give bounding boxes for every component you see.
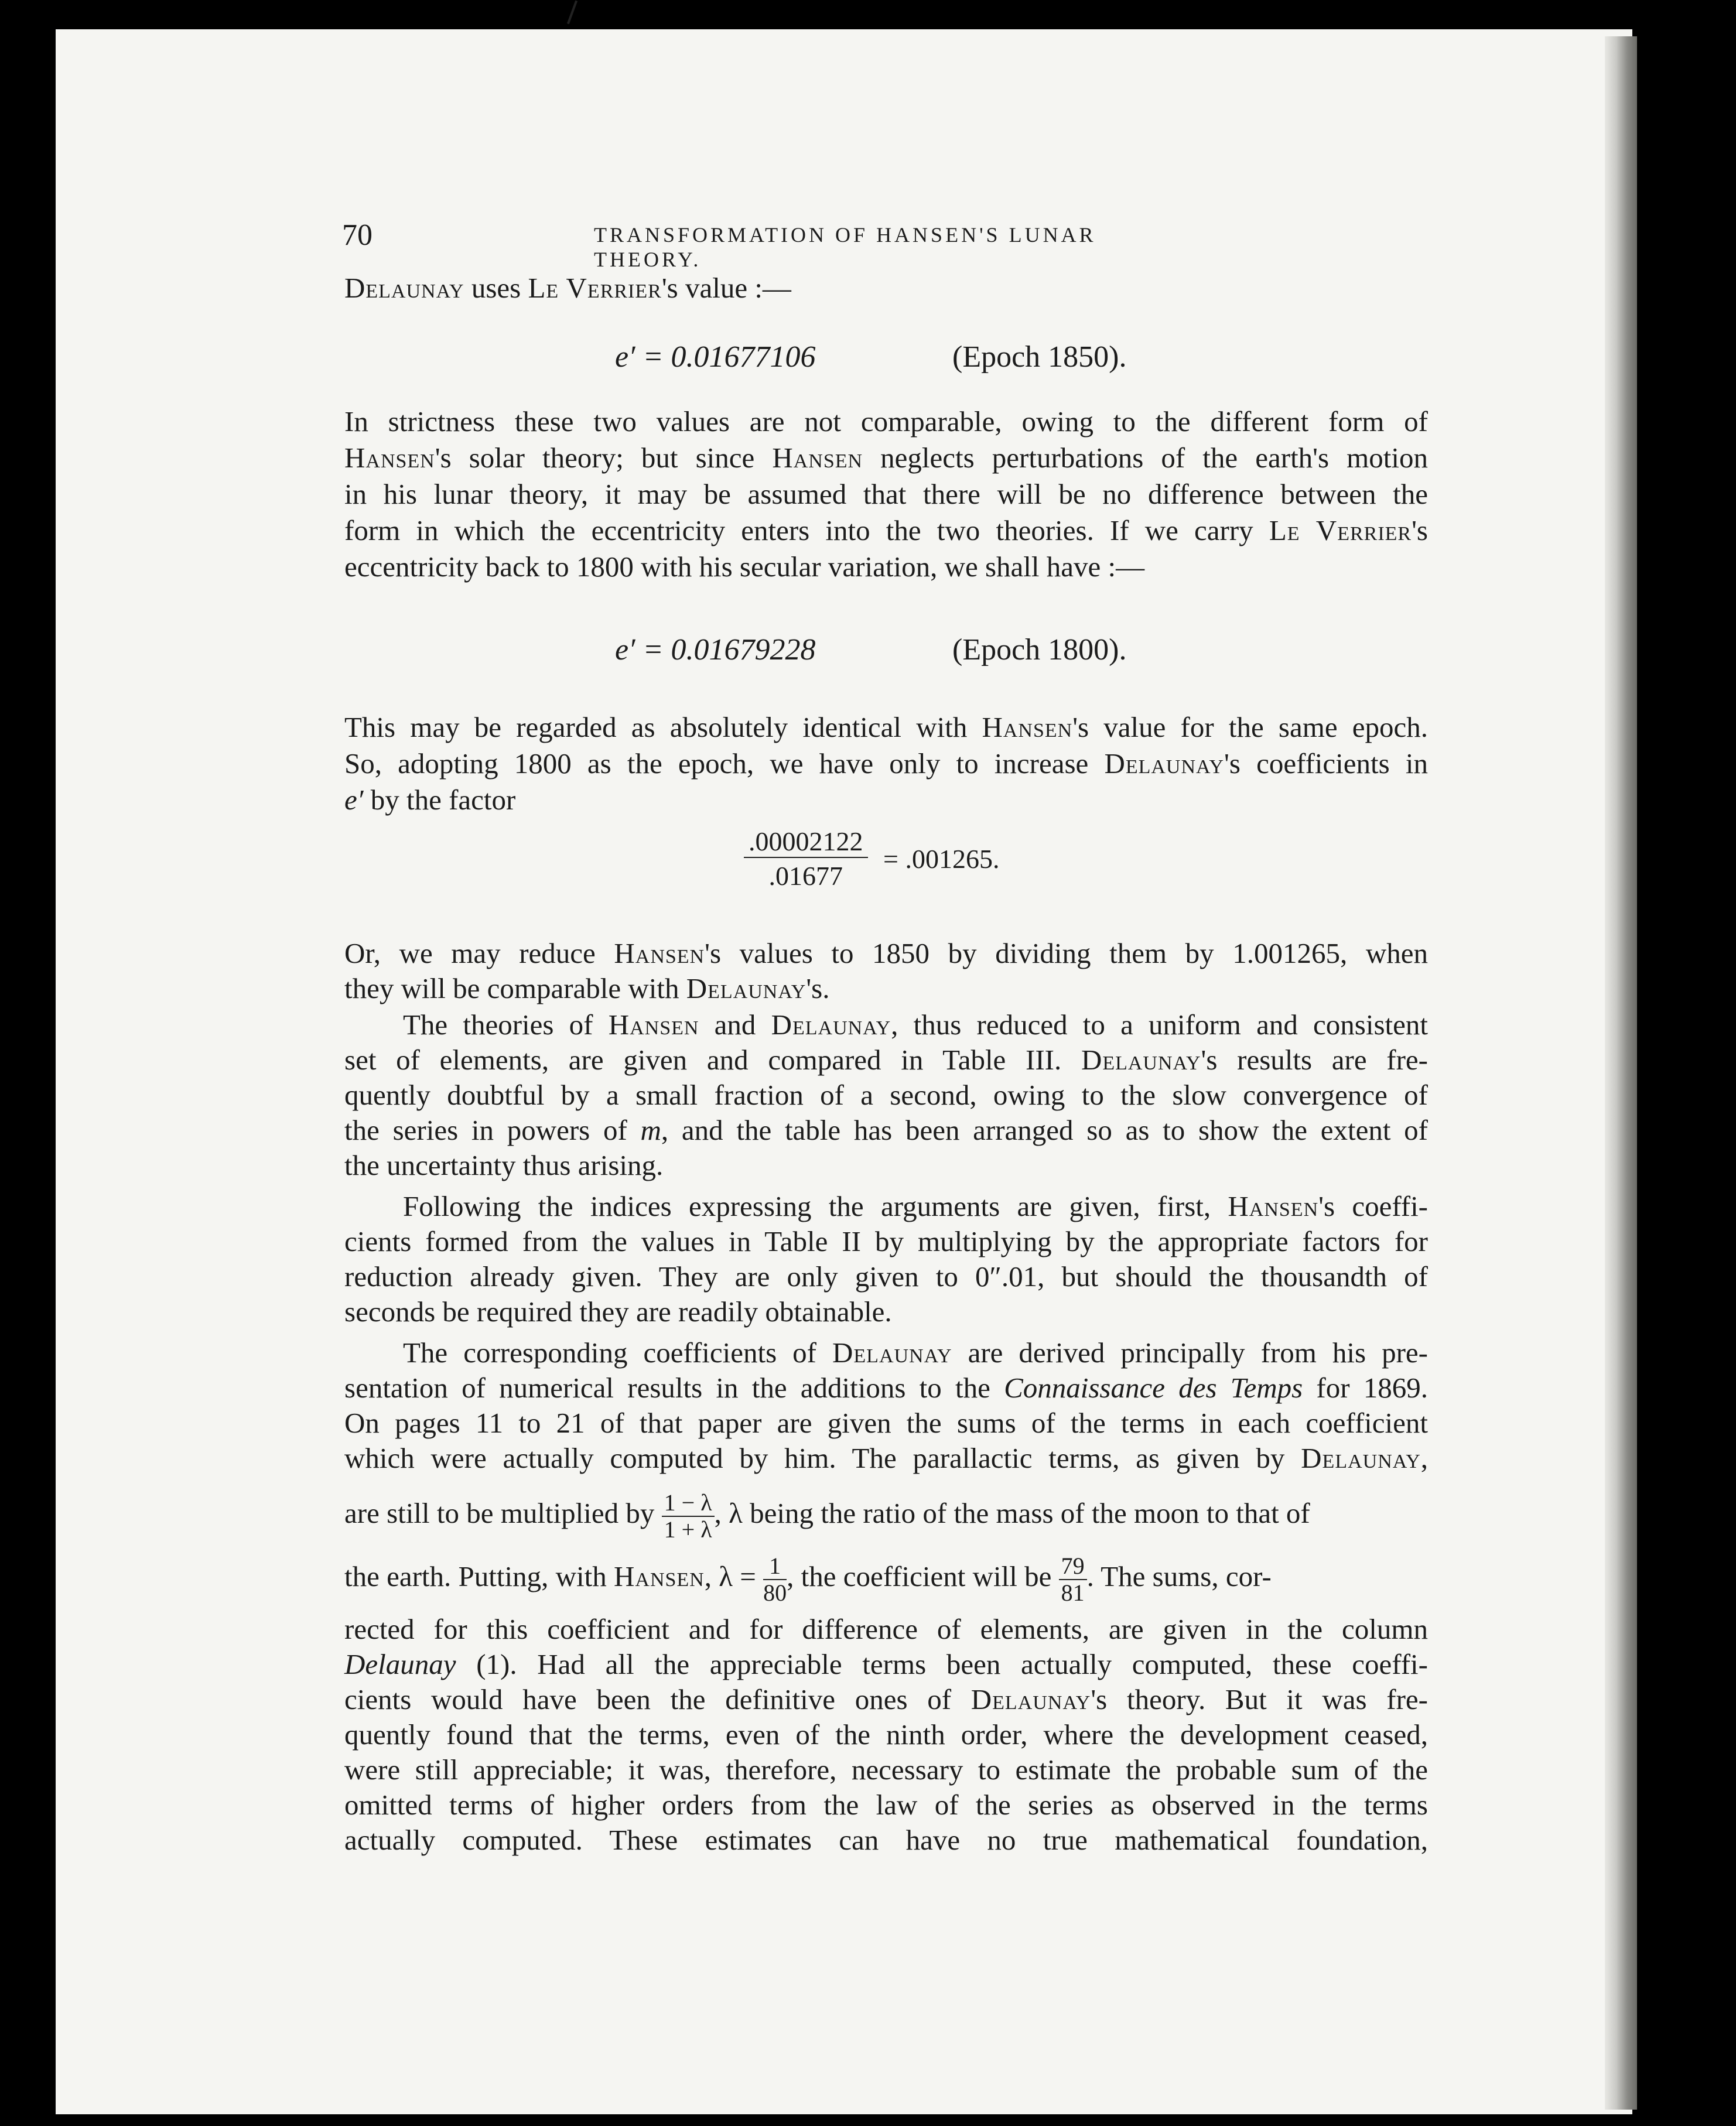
text-run: quently doubtful by a small fraction of a second, owing to the slow convergence of [344, 1079, 1428, 1111]
para4-line-2 [344, 1043, 1428, 1078]
text-run: e′ = 0.01677106 [615, 340, 816, 374]
text-run: So, adopting 1800 as the epoch, we have only to increase [344, 747, 1105, 780]
text-run: The corresponding coefficients of [403, 1337, 833, 1369]
text-run: , the coefficient will be [787, 1560, 1059, 1592]
text-run: 's value :— [661, 272, 791, 304]
text-run: Delaunay [970, 1683, 1091, 1715]
text-run: reduction already given. They are only given to 0″.01, but should the thousandth of [344, 1260, 1428, 1293]
text-run: Delaunay [344, 1648, 456, 1680]
intro-line [344, 271, 1428, 306]
text-run: Hansen [982, 711, 1073, 743]
text-run: 's theory. But it was fre- [1091, 1683, 1428, 1715]
para6-line-9 [344, 1682, 1428, 1717]
text-run: set of elements, are given and compared in Table III. [344, 1044, 1081, 1076]
para6-line-7 [344, 1612, 1428, 1647]
para5-line-3 [344, 1259, 1428, 1294]
factor-numerator: .00002122 [744, 826, 868, 858]
text-run: Hansen [772, 442, 863, 474]
text-run: e′ = 0.01679228 [615, 633, 816, 666]
text-run: , λ = [704, 1560, 764, 1592]
text-run: rected for this coefficient and for difference of elements, are given in the column [344, 1613, 1428, 1645]
text-run: 's. [806, 972, 830, 1004]
para6-line-11 [344, 1752, 1428, 1787]
equation-1-epoch [952, 340, 1126, 374]
text-run: they will be comparable with [344, 972, 686, 1004]
text-run: omitted terms of higher orders from the law of the series as observed in the terms [344, 1789, 1428, 1821]
factor-denominator: .01677 [768, 861, 843, 891]
para3-line-2 [344, 971, 1428, 1006]
para2-line-3 [344, 782, 1428, 818]
para6-line-6 [344, 1547, 1428, 1606]
running-title: TRANSFORMATION OF HANSEN'S LUNAR THEORY. [594, 223, 1096, 271]
text-run: the earth. Putting, with [344, 1560, 614, 1592]
running-header [342, 218, 1174, 271]
text-run: (Epoch 1850). [952, 340, 1127, 374]
text-run: = .001265. [883, 844, 1000, 874]
text-run: Le Verrier [1269, 514, 1412, 546]
para5-line-1 [403, 1189, 1428, 1224]
text-run: 1 + λ [664, 1516, 712, 1543]
text-run: actually computed. These estimates can have no true mathematical foundation, [344, 1824, 1428, 1856]
page-number: 70 [342, 218, 373, 252]
text-run: 1 [763, 1553, 787, 1580]
para5-line-4 [344, 1294, 1428, 1329]
para4-line-3 [344, 1078, 1428, 1113]
text-run: (1). Had all the appreciable terms been actually computed, these coeffi- [456, 1648, 1428, 1680]
equation-2-epoch [952, 633, 1126, 667]
para6-line-4 [344, 1441, 1428, 1476]
text-run: 's solar theory; but since [435, 442, 773, 474]
text-run: The theories of [403, 1009, 609, 1041]
text-run: . The sums, cor- [1086, 1560, 1272, 1592]
text-run: Hansen [608, 1009, 699, 1041]
text-run: seconds be required they are readily obtainable. [344, 1296, 892, 1328]
text-run: Connaissance des Temps [1004, 1372, 1303, 1404]
para4-line-1 [403, 1007, 1428, 1043]
text-run: Delaunay [1104, 747, 1225, 780]
text-run: uses [464, 272, 528, 304]
text-run: 80 [763, 1579, 787, 1606]
para6-line-12 [344, 1787, 1428, 1823]
text-run: in his lunar theory, it may be assumed that there will be no difference between the [344, 478, 1428, 510]
text-run: were still appreciable; it was, therefore, necessary to estimate the probable sum of the [344, 1754, 1428, 1786]
crop-mark [567, 1, 577, 25]
para4-line-5 [344, 1148, 1428, 1183]
text-run: are derived principally from his pre- [952, 1337, 1428, 1369]
text-run: Or, we may reduce [344, 937, 614, 969]
para6-line-5 [344, 1484, 1428, 1543]
text-run: Delaunay [771, 1009, 891, 1041]
text-run: are still to be multiplied by [344, 1497, 662, 1529]
text-run: 1 − λ [662, 1490, 715, 1517]
text-run: 's value for the same epoch. [1072, 711, 1428, 743]
text-run: (Epoch 1800). [952, 633, 1127, 666]
text-run: which were actually computed by him. The parallactic terms, as given by [344, 1442, 1301, 1474]
para6-line-8 [344, 1647, 1428, 1682]
text-run: 's [1412, 514, 1428, 546]
text-run: m [640, 1114, 661, 1146]
text-run: the series in powers of [344, 1114, 641, 1146]
text-run: 's results are fre- [1201, 1044, 1428, 1076]
text-run: e′ [344, 784, 364, 816]
para6-line-1 [403, 1335, 1428, 1370]
coefficient-fraction [1059, 1553, 1087, 1606]
text-run: Le Verrier [528, 272, 662, 304]
text-run: , thus reduced to a uniform and consistent [891, 1009, 1429, 1041]
para1-line-2 [344, 440, 1428, 476]
text-run: , [1420, 1442, 1428, 1474]
text-run: Delaunay [832, 1337, 952, 1369]
para6-line-10 [344, 1717, 1428, 1752]
text-run: for 1869. [1303, 1372, 1428, 1404]
text-run: On pages 11 to 21 of that paper are given the sums of the terms in each coefficient [344, 1407, 1428, 1439]
text-run: Hansen [1228, 1190, 1319, 1222]
text-run: Delaunay [686, 972, 807, 1004]
text-run: Delaunay [1301, 1442, 1421, 1474]
para3-line-1 [344, 936, 1428, 971]
text-run: by the factor [363, 784, 516, 816]
para1-line-5 [344, 549, 1428, 585]
factor-result [883, 843, 999, 874]
text-run: quently found that the terms, even of the ninth order, where the development ceased, [344, 1718, 1428, 1751]
para5-line-2 [344, 1224, 1428, 1259]
text-run: Hansen [614, 1560, 705, 1592]
text-run: , λ being the ratio of the mass of the moon to that of [714, 1497, 1310, 1529]
equation-2 [615, 633, 816, 667]
text-run: cients would have been the definitive ones of [344, 1683, 971, 1715]
text-run: the uncertainty thus arising. [344, 1149, 664, 1181]
text-run: Delaunay [1081, 1044, 1201, 1076]
para1-line-3 [344, 477, 1428, 512]
lambda-fraction [763, 1553, 787, 1606]
text-run: cients formed from the values in Table II by multiplying by the appropriate factors for [344, 1225, 1428, 1257]
text-run: sentation of numerical results in the additions to the [344, 1372, 1004, 1404]
text-run: 's coeffi- [1318, 1190, 1428, 1222]
factor-fraction [744, 826, 868, 891]
page-edge [1605, 36, 1637, 2110]
text-run: and [699, 1009, 771, 1041]
text-run: form in which the eccentricity enters into the two theories. If we carry [344, 514, 1269, 546]
para1-line-1 [344, 404, 1428, 439]
para6-line-13 [344, 1823, 1428, 1858]
text-run: Hansen [614, 937, 705, 969]
text-run: 81 [1061, 1579, 1085, 1606]
text-run: In strictness these two values are not comparable, owing to the different form of [344, 405, 1428, 437]
text-run: Hansen [344, 442, 435, 474]
equation-1 [615, 340, 816, 374]
para2-line-1 [344, 710, 1428, 745]
mass-ratio-fraction [662, 1490, 715, 1543]
text-run: , and the table has been arranged so as to show the extent of [661, 1114, 1428, 1146]
text-run: neglects perturbations of the earth's motion [863, 442, 1428, 474]
para6-line-2 [344, 1370, 1428, 1406]
text-run: This may be regarded as absolutely identical with [344, 711, 982, 743]
text-run: 's values to 1850 by dividing them by 1.001265, when [705, 937, 1428, 969]
para6-line-3 [344, 1406, 1428, 1441]
para1-line-4 [344, 513, 1428, 548]
text-run: Delaunay [344, 272, 464, 304]
text-run: eccentricity back to 1800 with his secular variation, we shall have :— [344, 551, 1145, 583]
text-run: 79 [1059, 1553, 1087, 1580]
text-run: 's coefficients in [1224, 747, 1428, 780]
para4-line-4 [344, 1113, 1428, 1148]
para2-line-2 [344, 746, 1428, 781]
text-run: Following the indices expressing the arguments are given, first, [403, 1190, 1228, 1222]
